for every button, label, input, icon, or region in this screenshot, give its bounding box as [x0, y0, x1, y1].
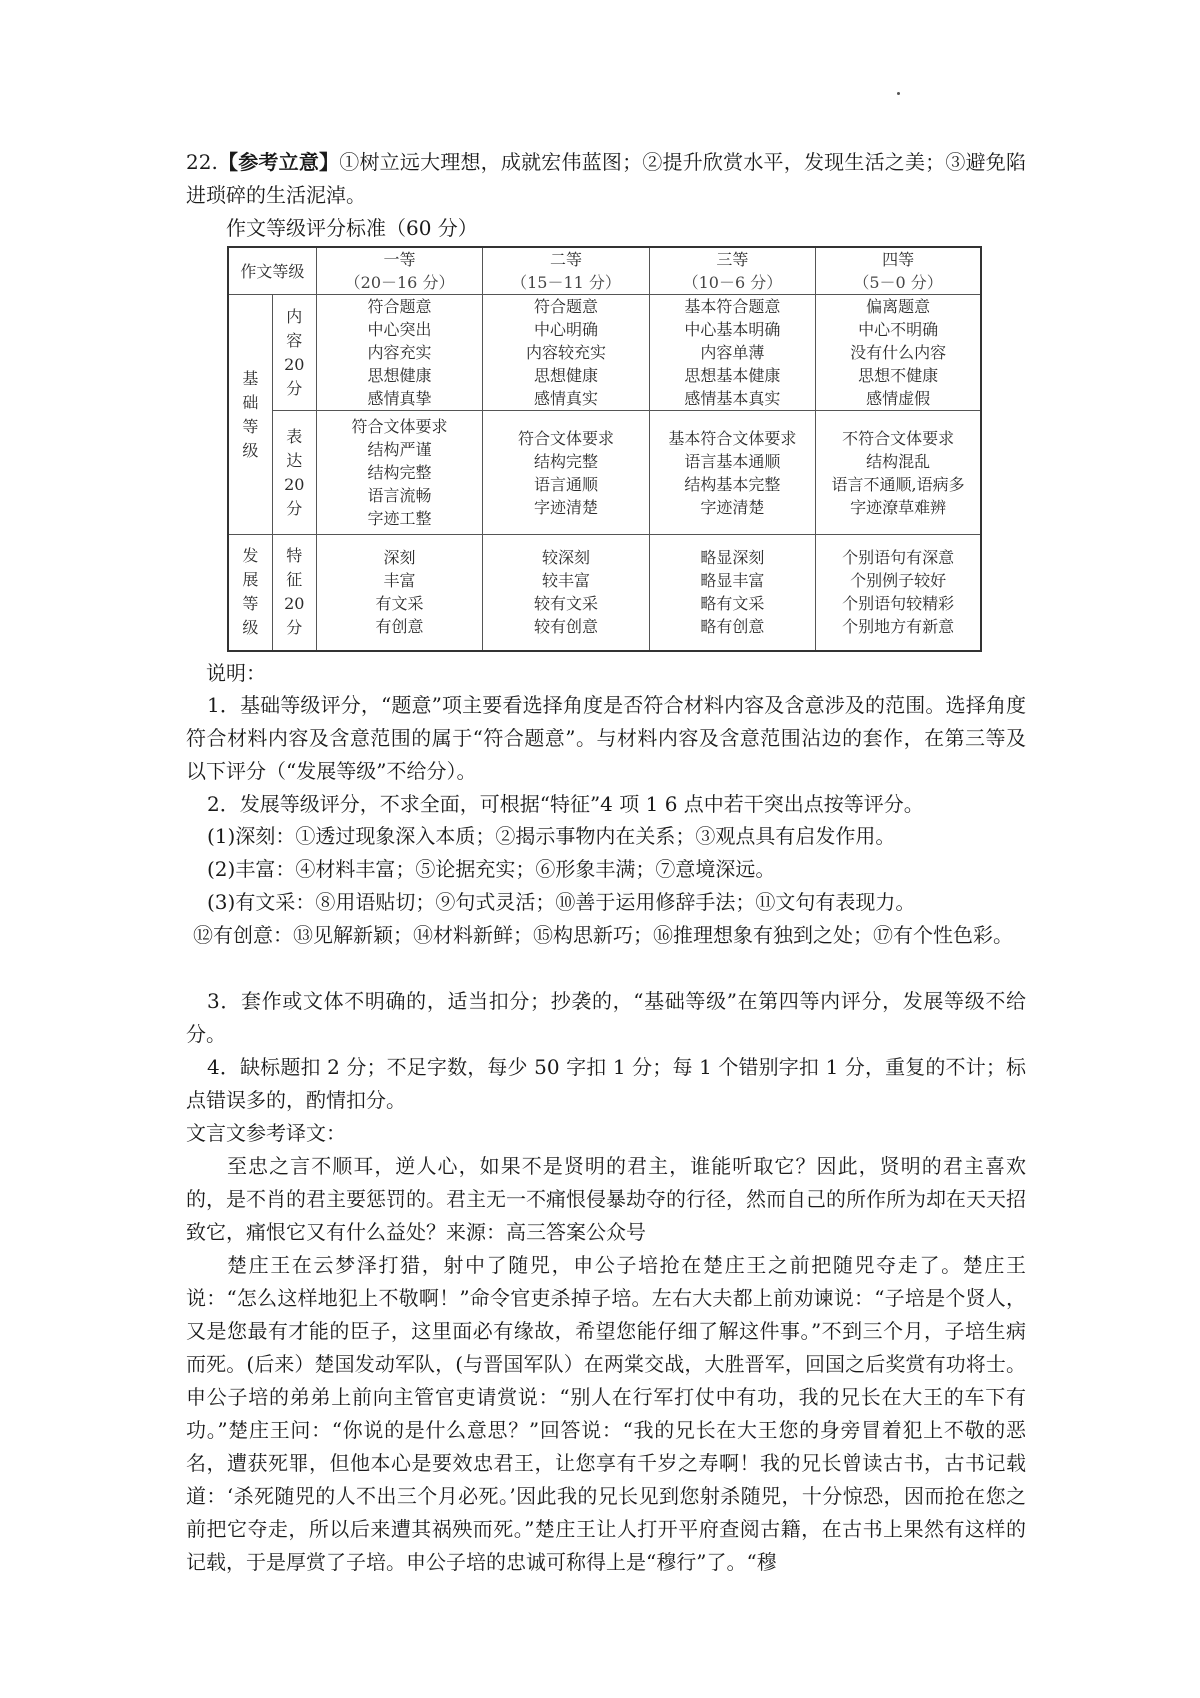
q22-text: ①树立远大理想，成就宏伟蓝图；②提升欣赏水平，发现生活之美；③避免陷进琐碎的生活泥淖。 [186, 150, 1027, 207]
cell-line: 语言不通顺,语病多 [831, 474, 965, 494]
cell-line: 略有创意 [700, 617, 765, 637]
vertical-char: 发 [242, 546, 259, 566]
note-3: 3．套作或文体不明确的，适当扣分；抄袭的，“基础等级”在第四等内评分，发展等级不给分。 [186, 989, 1026, 1046]
cell-line: 有文采 [375, 594, 424, 614]
item-label [272, 411, 316, 535]
cell-line: 个别语句较精彩 [842, 594, 955, 614]
vertical-char: 特 [286, 546, 303, 566]
cell-line: 中心明确 [533, 320, 598, 339]
grading-table [227, 246, 982, 652]
vertical-char: 展 [242, 570, 259, 590]
cell-line: 感情真挚 [367, 389, 432, 408]
vertical-text [273, 305, 316, 401]
cell-line: 字迹清楚 [700, 497, 765, 517]
cell-line: 语言流畅 [367, 486, 432, 505]
cell-line: 结构完整 [367, 463, 432, 482]
cell-line: 个别例子较好 [850, 571, 947, 591]
cell-line: 没有什么内容 [850, 343, 947, 362]
cell-line: 思想基本健康 [684, 366, 781, 385]
vertical-char: 分 [286, 618, 303, 638]
cell-line: 感情真实 [533, 389, 598, 408]
table-cell [316, 295, 482, 411]
cell-line: 结构基本完整 [684, 474, 781, 494]
note-2-literary: (3)有文采：⑧用语贴切；⑨句式灵活；⑩善于运用修辞手法；⑪文句有表现力。 [207, 890, 916, 914]
cell-line: 结构严谨 [367, 440, 432, 459]
cell-line: 内容单薄 [700, 343, 765, 362]
page-mark [897, 92, 900, 95]
cell-line: 略显丰富 [700, 571, 765, 591]
table-cell [483, 295, 649, 411]
cell-line: 符合题意 [367, 297, 432, 316]
level-header: 一等 （20－16 分） [316, 247, 482, 295]
q22-paragraph [186, 146, 1026, 212]
cell-line: 基本符合文体要求 [668, 428, 797, 448]
note-2-rich: (2)丰富：④材料丰富；⑤论据充实；⑥形象丰满；⑦意境深远。 [207, 857, 776, 881]
vertical-char: 达 [286, 450, 303, 470]
vertical-char: 征 [286, 570, 303, 590]
vertical-char: 表 [286, 426, 303, 446]
translation-paragraph-2: 楚庄王在云梦泽打猎，射中了随兕，申公子培抢在楚庄王之前把随兕夺走了。楚庄王说：“怎么这样地犯上不敬啊！”命令官吏杀掉子培。左右大夫都上前劝谏说：“子培是个贤人，又是您最有才能的臣子，这里面必有缘故，希望您能仔细了解这件事。”不到三个月，子培生病而死。(后来）楚国发动军队，(与晋国军队）在两棠交战，大胜晋军，回国之后奖赏有功将士。申公子培的弟弟上前向主管官吏请赏说：“别人在行军打仗中有功，我的兄长在大王的车下有功。”楚庄王问：“你说的是什么意思？”回答说：“我的兄长在大王您的身旁冒着犯上不敬的恶名，遭获死罪，但他本心是要效忠君王，让您享有千岁之寿啊！我的兄长曾读古书，古书记载道：‘杀死随兕的人不出三个月必死。’因此我的兄长见到您射杀随兕，十分惊恐，因而抢在您之前把它夺走，所以后来遭其祸殃而死。”楚庄王让人打开平府查阅古籍，在古书上果然有这样的记载，于是厚赏了子培。申公子培的忠诚可称得上是“穆行”了。“穆 [186, 1253, 1026, 1574]
note-2-deep: (1)深刻：①透过现象深入本质；②揭示事物内在关系；③观点具有启发作用。 [207, 824, 896, 848]
table-cell [649, 535, 815, 651]
cell-line: 中心基本明确 [684, 320, 781, 339]
cell-line: 基本符合题意 [684, 297, 781, 316]
vertical-text [229, 544, 272, 640]
cell-line: 丰富 [383, 571, 416, 591]
table-cell [316, 411, 482, 535]
cell-line: 符合文体要求 [351, 417, 448, 436]
level-header: 四等 （5－0 分） [816, 247, 981, 295]
cell-line: 略显深刻 [700, 548, 765, 568]
note-1: 1．基础等级评分，“题意”项主要看选择角度是否符合材料内容及含意涉及的范围。选择角度符合材料内容及含意范围的属于“符合题意”。与材料内容及含意范围沾边的套作，在第三等及以下评分（“发展等级”不给分）。 [186, 693, 1026, 783]
cell-line: 结构混乱 [866, 451, 931, 471]
note-2-creative: ⑫有创意：⑬见解新颖；⑭材料新鲜；⑮构思新巧；⑯推理想象有独到之处；⑰有个性色彩。 [193, 923, 1013, 947]
level-header: 三等 （10－6 分） [649, 247, 815, 295]
notes-heading: 说明： [206, 661, 266, 685]
level-header: 二等 （15－11 分） [483, 247, 649, 295]
cell-line: 较有文采 [533, 594, 598, 614]
cell-line: 较有创意 [533, 617, 598, 637]
vertical-text [229, 367, 272, 463]
table-cell [816, 411, 981, 535]
table-title: 作文等级评分标准（60 分） [226, 216, 478, 240]
q22-number: 22. [186, 150, 218, 174]
cell-line: 个别语句有深意 [842, 548, 955, 568]
table-cell [816, 535, 981, 651]
cell-line: 个别地方有新意 [842, 617, 955, 637]
vertical-char: 20 [284, 594, 305, 614]
vertical-char: 20 [284, 354, 305, 374]
cell-line: 不符合文体要求 [842, 428, 955, 448]
vertical-char: 级 [242, 440, 259, 460]
vertical-char: 基 [242, 368, 259, 388]
table-row [228, 411, 981, 535]
group-label [228, 535, 272, 651]
table-cell [316, 535, 482, 651]
table-cell [649, 411, 815, 535]
group-label [228, 295, 272, 535]
table-cell [649, 295, 815, 411]
cell-line: 思想健康 [367, 366, 432, 385]
cell-line: 较深刻 [541, 548, 590, 568]
vertical-char: 础 [242, 392, 259, 412]
cell-line: 思想健康 [533, 366, 598, 385]
cell-line: 字迹清楚 [533, 497, 598, 517]
vertical-char: 等 [242, 594, 259, 614]
vertical-char: 20 [284, 474, 305, 494]
cell-line: 内容较充实 [525, 343, 606, 362]
cell-line: 符合文体要求 [517, 428, 614, 448]
vertical-char: 容 [286, 330, 303, 350]
vertical-text [273, 544, 316, 640]
cell-line: 略有文采 [700, 594, 765, 614]
table-cell [483, 411, 649, 535]
cell-line: 深刻 [383, 548, 416, 568]
vertical-char: 内 [286, 306, 303, 326]
table-corner: 作文等级 [228, 247, 316, 295]
note-4: 4．缺标题扣 2 分；不足字数，每少 50 字扣 1 分；每 1 个错别字扣 1 分，重复的不计；标点错误多的，酌情扣分。 [186, 1055, 1026, 1112]
cell-line: 语言基本通顺 [684, 451, 781, 471]
cell-line: 结构完整 [533, 451, 598, 471]
cell-line: 字迹工整 [367, 509, 432, 528]
cell-line: 符合题意 [533, 297, 598, 316]
table-row [228, 295, 981, 411]
vertical-char: 等 [242, 416, 259, 436]
cell-line: 偏离题意 [866, 297, 931, 316]
table-header-row [228, 247, 981, 295]
cell-line: 有创意 [375, 617, 424, 637]
translation-heading: 文言文参考译文： [186, 1121, 346, 1145]
vertical-char: 分 [286, 498, 303, 518]
translation-paragraph-1: 至忠之言不顺耳，逆人心，如果不是贤明的君主，谁能听取它？因此，贤明的君主喜欢的，是不肖的君主要惩罚的。君主无一不痛恨侵暴劫夺的行径，然而自己的所作所为却在天天招致它，痛恨它又有什么益处？来源：高三答案公众号 [186, 1154, 1026, 1244]
table-cell [483, 535, 649, 651]
vertical-text [273, 425, 316, 521]
vertical-char: 级 [242, 618, 259, 638]
item-label [272, 535, 316, 651]
vertical-char: 分 [286, 378, 303, 398]
cell-line: 中心突出 [367, 320, 432, 339]
cell-line: 中心不明确 [858, 320, 939, 339]
cell-line: 内容充实 [367, 343, 432, 362]
table-row [228, 535, 981, 651]
cell-line: 较丰富 [541, 571, 590, 591]
cell-line: 感情虚假 [866, 389, 931, 408]
q22-label: 【参考立意】 [217, 150, 340, 174]
cell-line: 感情基本真实 [684, 389, 781, 408]
item-label [272, 295, 316, 411]
cell-line: 语言通顺 [533, 474, 598, 494]
note-2: 2．发展等级评分，不求全面，可根据“特征”4 项 1 6 点中若干突出点按等评分。 [207, 792, 924, 816]
table-cell [816, 295, 981, 411]
cell-line: 字迹潦草难辨 [850, 497, 947, 517]
cell-line: 思想不健康 [858, 366, 939, 385]
